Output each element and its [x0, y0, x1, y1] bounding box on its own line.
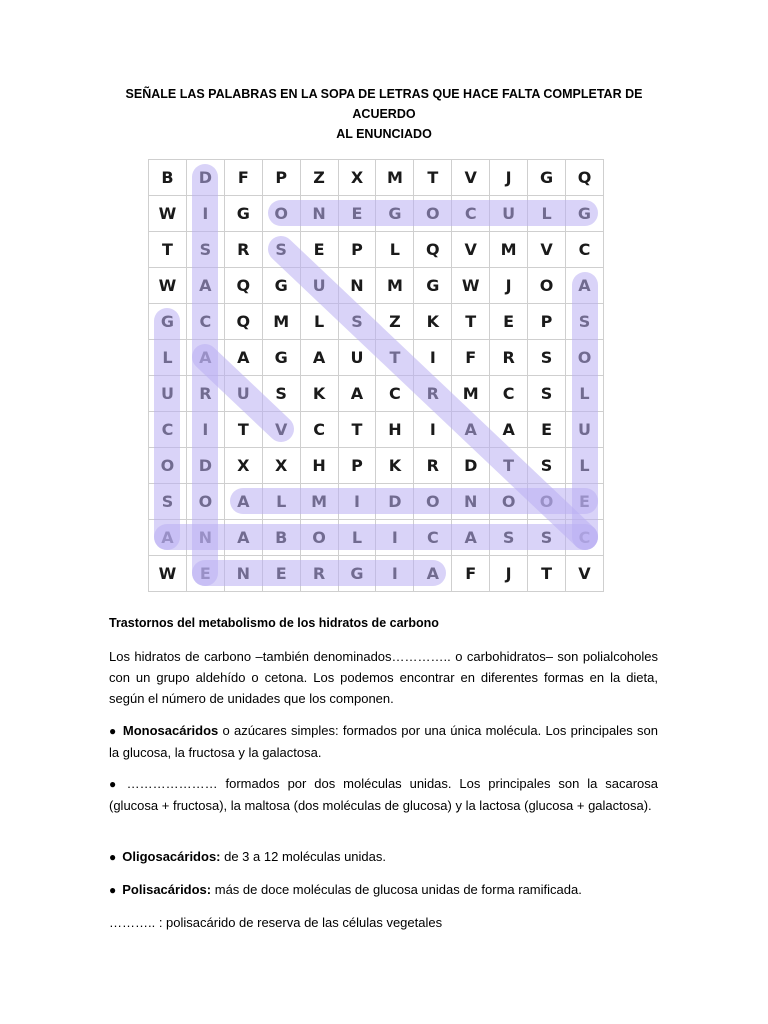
grid-cell[interactable]: I [186, 412, 224, 448]
grid-cell[interactable]: A [452, 412, 490, 448]
grid-cell[interactable]: G [338, 556, 376, 592]
grid-cell[interactable]: S [262, 376, 300, 412]
grid-row [149, 412, 604, 448]
grid-row [149, 232, 604, 268]
grid-cell[interactable]: O [414, 196, 452, 232]
grid-cell[interactable]: L [566, 448, 604, 484]
grid-cell[interactable]: G [528, 160, 566, 196]
grid-cell[interactable]: O [528, 484, 566, 520]
grid-cell[interactable]: A [566, 268, 604, 304]
grid-cell[interactable]: K [376, 448, 414, 484]
grid-row [149, 448, 604, 484]
grid-cell[interactable]: W [149, 268, 187, 304]
grid-cell[interactable]: N [224, 556, 262, 592]
grid-cell[interactable]: Q [224, 304, 262, 340]
grid-cell[interactable]: A [186, 268, 224, 304]
grid-cell[interactable]: H [300, 448, 338, 484]
grid-cell[interactable]: U [300, 268, 338, 304]
grid-cell[interactable]: P [528, 304, 566, 340]
grid-row [149, 520, 604, 556]
grid-cell[interactable]: J [490, 556, 528, 592]
grid-cell[interactable]: L [149, 340, 187, 376]
polisacaridos-text: más de doce moléculas de glucosa unidas de forma ramificada. [211, 882, 582, 897]
grid-cell[interactable]: V [528, 232, 566, 268]
term-polisacaridos: Polisacáridos: [122, 882, 212, 897]
grid-cell[interactable]: S [338, 304, 376, 340]
grid-cell[interactable]: V [262, 412, 300, 448]
grid-cell[interactable]: N [452, 484, 490, 520]
grid-cell[interactable]: K [414, 304, 452, 340]
grid-cell[interactable]: S [149, 484, 187, 520]
grid-cell[interactable]: A [414, 556, 452, 592]
grid-cell[interactable]: W [149, 196, 187, 232]
grid-row [149, 484, 604, 520]
grid-cell[interactable]: S [528, 340, 566, 376]
grid-cell[interactable]: R [490, 340, 528, 376]
grid-cell[interactable]: B [262, 520, 300, 556]
section-title: Trastornos del metabolismo de los hidratos de carbono [109, 616, 439, 630]
grid-cell[interactable]: Q [566, 160, 604, 196]
bullet-icon: ● [109, 724, 117, 738]
grid-cell[interactable]: S [528, 376, 566, 412]
grid-cell[interactable]: T [338, 412, 376, 448]
grid-cell[interactable]: I [376, 556, 414, 592]
grid-cell[interactable]: D [452, 448, 490, 484]
grid-cell[interactable]: F [452, 340, 490, 376]
grid-row [149, 556, 604, 592]
bullet-icon: ● [109, 777, 121, 791]
grid-cell[interactable]: M [490, 232, 528, 268]
grid-cell[interactable]: G [262, 268, 300, 304]
grid-cell[interactable]: C [452, 196, 490, 232]
grid-cell[interactable]: U [338, 340, 376, 376]
paragraph-intro: Los hidratos de carbono –también denominados………….. o carbohidratos– son polialcoholes con un grupo aldehído o cetona. Los podemos encontrar en diferentes formas en la dieta, según el número de unidades que los componen. [109, 649, 658, 706]
grid-row [149, 304, 604, 340]
grid-row [149, 160, 604, 196]
grid-cell[interactable]: A [186, 340, 224, 376]
grid-cell[interactable]: E [490, 304, 528, 340]
grid-cell[interactable]: C [186, 304, 224, 340]
grid-cell[interactable]: T [414, 160, 452, 196]
grid-cell[interactable]: A [149, 520, 187, 556]
grid-cell[interactable]: C [300, 412, 338, 448]
grid-cell[interactable]: W [452, 268, 490, 304]
grid-cell[interactable]: O [414, 484, 452, 520]
word-search-puzzle [148, 159, 604, 591]
grid-cell[interactable]: A [224, 484, 262, 520]
grid-cell[interactable]: P [338, 232, 376, 268]
grid-row [149, 268, 604, 304]
grid-cell[interactable]: T [452, 304, 490, 340]
grid-row [149, 376, 604, 412]
monosacaridos-text: o azúcares simples: formados por una única molécula. Los principales son la glucosa, la fructosa y la galactosa. [109, 723, 659, 760]
paragraph-polisacaridos [109, 879, 658, 901]
grid-cell[interactable]: A [338, 376, 376, 412]
word-search-grid [148, 159, 604, 592]
grid-cell[interactable]: N [338, 268, 376, 304]
grid-cell[interactable]: S [528, 448, 566, 484]
grid-cell[interactable]: J [490, 160, 528, 196]
grid-cell[interactable]: N [186, 520, 224, 556]
grid-cell[interactable]: T [528, 556, 566, 592]
grid-cell[interactable]: U [149, 376, 187, 412]
grid-cell[interactable]: U [566, 412, 604, 448]
grid-cell[interactable]: T [490, 448, 528, 484]
term-oligosacaridos: Oligosacáridos: [122, 849, 221, 864]
grid-cell[interactable]: L [376, 232, 414, 268]
grid-cell[interactable]: M [300, 484, 338, 520]
title-line-2: AL ENUNCIADO [336, 127, 432, 141]
paragraph-disacaridos [109, 773, 658, 816]
bullet-icon: ● [109, 883, 117, 897]
paragraph-almidon: ……….. : polisacárido de reserva de las células vegetales [109, 915, 443, 930]
grid-cell[interactable]: R [224, 232, 262, 268]
oligosacaridos-text: de 3 a 12 moléculas unidas. [220, 849, 386, 864]
grid-cell[interactable]: O [186, 484, 224, 520]
grid-cell[interactable]: S [262, 232, 300, 268]
grid-cell[interactable]: R [300, 556, 338, 592]
grid-cell[interactable]: L [338, 520, 376, 556]
grid-cell[interactable]: R [414, 448, 452, 484]
grid-cell[interactable]: R [186, 376, 224, 412]
grid-cell[interactable]: S [566, 304, 604, 340]
grid-cell[interactable]: Z [376, 304, 414, 340]
grid-cell[interactable]: L [300, 304, 338, 340]
grid-cell[interactable]: V [452, 232, 490, 268]
grid-cell[interactable]: T [224, 412, 262, 448]
grid-cell[interactable]: V [566, 556, 604, 592]
grid-row [149, 340, 604, 376]
grid-cell[interactable]: X [224, 448, 262, 484]
grid-cell[interactable]: A [300, 340, 338, 376]
grid-cell[interactable]: X [338, 160, 376, 196]
grid-cell[interactable]: C [414, 520, 452, 556]
grid-cell[interactable]: Q [224, 268, 262, 304]
grid-cell[interactable]: L [262, 484, 300, 520]
grid-cell[interactable]: C [566, 520, 604, 556]
grid-cell[interactable]: G [414, 268, 452, 304]
grid-cell[interactable]: O [149, 448, 187, 484]
grid-cell[interactable]: M [376, 160, 414, 196]
bullet-icon: ● [109, 850, 117, 864]
grid-cell[interactable]: H [376, 412, 414, 448]
grid-cell[interactable]: U [224, 376, 262, 412]
grid-cell[interactable]: E [566, 484, 604, 520]
grid-row [149, 196, 604, 232]
grid-cell[interactable]: M [262, 304, 300, 340]
grid-cell[interactable]: L [566, 376, 604, 412]
grid-cell[interactable]: P [262, 160, 300, 196]
title-line-1: SEÑALE LAS PALABRAS EN LA SOPA DE LETRAS QUE HACE FALTA COMPLETAR DE ACUERDO [125, 87, 643, 121]
grid-cell[interactable]: S [490, 520, 528, 556]
grid-cell[interactable]: E [262, 556, 300, 592]
disacaridos-text: ………………… formados por dos moléculas unidas. Los principales son la sacarosa (glucosa + fructosa), la maltosa (dos moléculas de glucosa) y la lactosa (glucosa + galactosa). [109, 776, 659, 813]
grid-cell[interactable]: W [149, 556, 187, 592]
paragraph-monosacaridos [109, 720, 658, 763]
grid-cell[interactable]: S [186, 232, 224, 268]
grid-cell[interactable]: T [376, 340, 414, 376]
grid-cell[interactable]: A [452, 520, 490, 556]
grid-cell[interactable]: C [490, 376, 528, 412]
grid-cell[interactable]: C [149, 412, 187, 448]
grid-cell[interactable]: N [300, 196, 338, 232]
grid-cell[interactable]: L [528, 196, 566, 232]
grid-cell[interactable]: I [414, 340, 452, 376]
grid-cell[interactable]: O [566, 340, 604, 376]
grid-cell[interactable]: F [224, 160, 262, 196]
paragraph-oligosacaridos [109, 846, 658, 868]
grid-cell[interactable]: O [262, 196, 300, 232]
grid-cell[interactable]: M [376, 268, 414, 304]
grid-cell[interactable]: A [224, 340, 262, 376]
grid-cell[interactable]: G [149, 304, 187, 340]
grid-cell[interactable]: Z [300, 160, 338, 196]
grid-cell[interactable]: E [300, 232, 338, 268]
grid-cell[interactable]: G [376, 196, 414, 232]
grid-cell[interactable]: C [566, 232, 604, 268]
grid-cell[interactable]: R [414, 376, 452, 412]
grid-cell[interactable]: U [490, 196, 528, 232]
grid-cell[interactable]: O [528, 268, 566, 304]
grid-cell[interactable]: J [490, 268, 528, 304]
grid-cell[interactable]: I [376, 520, 414, 556]
grid-cell[interactable]: I [186, 196, 224, 232]
grid-cell[interactable]: G [262, 340, 300, 376]
grid-cell[interactable]: D [376, 484, 414, 520]
grid-cell[interactable]: I [338, 484, 376, 520]
grid-cell[interactable]: I [414, 412, 452, 448]
grid-cell[interactable]: D [186, 448, 224, 484]
grid-cell[interactable]: A [224, 520, 262, 556]
grid-cell[interactable]: O [490, 484, 528, 520]
grid-cell[interactable]: D [186, 160, 224, 196]
term-monosacaridos: Monosacáridos [122, 723, 219, 738]
grid-cell[interactable]: M [452, 376, 490, 412]
grid-cell[interactable]: V [452, 160, 490, 196]
grid-cell[interactable]: X [262, 448, 300, 484]
grid-cell[interactable]: K [300, 376, 338, 412]
grid-cell[interactable]: A [490, 412, 528, 448]
grid-cell[interactable]: C [376, 376, 414, 412]
grid-cell[interactable]: Q [414, 232, 452, 268]
grid-cell[interactable]: T [149, 232, 187, 268]
grid-cell[interactable]: E [338, 196, 376, 232]
grid-cell[interactable]: G [224, 196, 262, 232]
grid-cell[interactable]: P [338, 448, 376, 484]
grid-cell[interactable]: G [566, 196, 604, 232]
grid-cell[interactable]: E [528, 412, 566, 448]
page-title [100, 84, 668, 144]
grid-cell[interactable]: O [300, 520, 338, 556]
grid-cell[interactable]: F [452, 556, 490, 592]
grid-cell[interactable]: S [528, 520, 566, 556]
grid-cell[interactable]: B [149, 160, 187, 196]
grid-cell[interactable]: E [186, 556, 224, 592]
